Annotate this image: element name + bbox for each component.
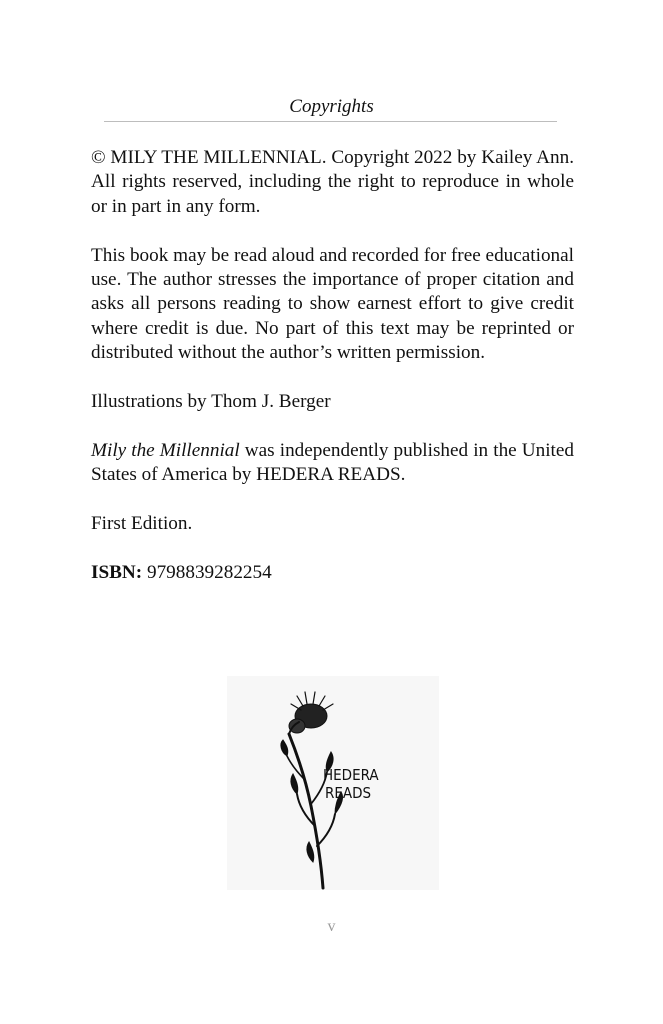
permissions-paragraph: This book may be read aloud and recorded for free educational use. The author stresses the importance of proper citation and asks all persons reading to show earnest effort to give credit where credit is due. No part of this text may be reprinted or distributed without the author’s written permission.: [91, 244, 574, 364]
illustrations-credit: Illustrations by Thom J. Berger: [91, 391, 331, 413]
logo-line-1: HEDERA: [323, 766, 379, 784]
copyright-body: [91, 146, 574, 610]
book-title: Mily the Millennial: [91, 439, 240, 461]
isbn-value: 9798839282254: [142, 561, 272, 583]
page-number: v: [327, 918, 336, 935]
copyright-notice: © MILY THE MILLENNIAL. Copyright 2022 by Kailey Ann. All rights reserved, including the right to reproduce in whole or in part in any form.: [91, 147, 574, 217]
page-title: Copyrights: [289, 96, 374, 117]
isbn-line: [91, 561, 574, 585]
isbn-label: ISBN:: [91, 561, 143, 583]
logo-line-2: READS: [325, 784, 372, 802]
edition-line: First Edition.: [91, 513, 193, 535]
publisher-paragraph: [91, 439, 574, 488]
publisher-text: was independently published in the United States of America by HEDERA READS.: [91, 439, 574, 486]
hedera-reads-logo: [227, 676, 439, 890]
header-divider: [104, 121, 557, 122]
